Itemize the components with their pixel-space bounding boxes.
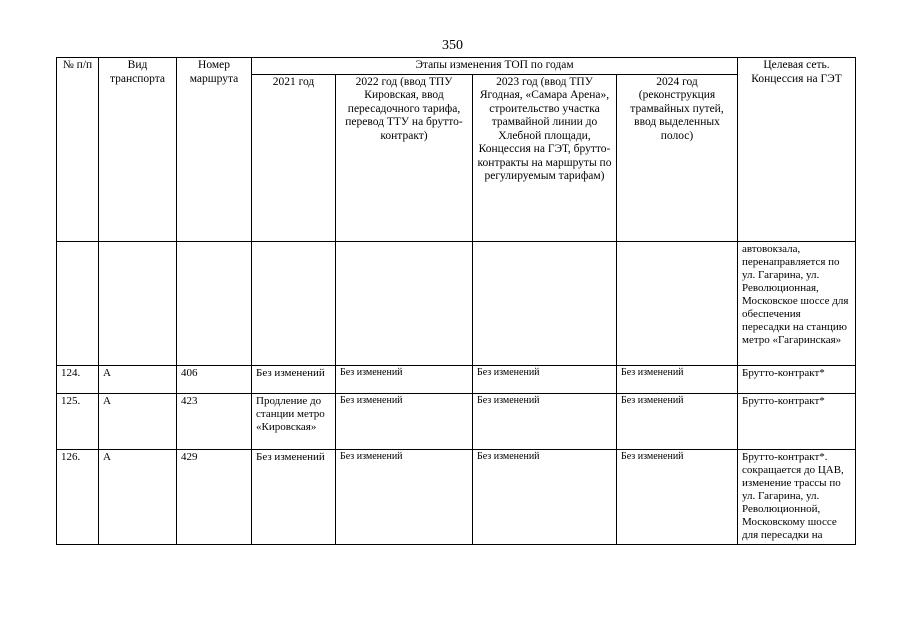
table-row: [57, 393, 856, 449]
cell-2022: Без изменений: [336, 365, 473, 393]
cell-route: 429: [177, 449, 252, 544]
cell-num: 125.: [57, 393, 99, 449]
cell-2022: Без изменений: [336, 393, 473, 449]
table-row: [57, 241, 856, 365]
cell-type: А: [99, 449, 177, 544]
header-stages: Этапы изменения ТОП по годам: [252, 58, 738, 75]
cell-2022: Без изменений: [336, 449, 473, 544]
cell-2023: Без изменений: [473, 393, 617, 449]
routes-table: [56, 57, 856, 545]
header-target-network: Целевая сеть. Концессия на ГЭТ: [738, 58, 856, 242]
cell-target: Брутто-контракт*: [738, 393, 856, 449]
cell-route: 423: [177, 393, 252, 449]
cell-route: [177, 241, 252, 365]
page-number: 350: [442, 38, 463, 53]
cell-2021: [252, 241, 336, 365]
cell-2022: [336, 241, 473, 365]
cell-2024: [617, 241, 738, 365]
cell-2023: Без изменений: [473, 365, 617, 393]
cell-2024: Без изменений: [617, 449, 738, 544]
cell-route: 406: [177, 365, 252, 393]
cell-2024: Без изменений: [617, 393, 738, 449]
header-transport-type: Вид транспорта: [99, 58, 177, 242]
cell-type: А: [99, 365, 177, 393]
cell-target: Брутто-контракт*. сокращается до ЦАВ, изменение трассы по ул. Гагарина, ул. Революционной, Московскому шоссе для пересадки на: [738, 449, 856, 544]
header-2021: 2021 год: [252, 74, 336, 241]
cell-2024: Без изменений: [617, 365, 738, 393]
cell-2023: Без изменений: [473, 449, 617, 544]
header-row-top: [57, 58, 856, 75]
header-2022: 2022 год (ввод ТПУ Кировская, ввод пересадочного тарифа, перевод ТТУ на брутто-контракт): [336, 74, 473, 241]
cell-2021: Без изменений: [252, 449, 336, 544]
cell-target: автовокзала, перенаправляется по ул. Гагарина, ул. Революционная, Московское шоссе для обеспечения пересадки на станцию метро «Гагаринская»: [738, 241, 856, 365]
cell-num: [57, 241, 99, 365]
header-2023: 2023 год (ввод ТПУ Ягодная, «Самара Арена», строительство участка трамвайной линии до Хлебной площади, Концессия на ГЭТ, брутто-контракты на маршруты по регулируемым тарифам): [473, 74, 617, 241]
cell-type: А: [99, 393, 177, 449]
header-num: № п/п: [57, 58, 99, 242]
table-row: [57, 365, 856, 393]
cell-target: Брутто-контракт*: [738, 365, 856, 393]
cell-num: 124.: [57, 365, 99, 393]
header-2024: 2024 год (реконструкция трамвайных путей, ввод выделенных полос): [617, 74, 738, 241]
cell-2023: [473, 241, 617, 365]
cell-2021: Продление до станции метро «Кировская»: [252, 393, 336, 449]
table-row: [57, 449, 856, 544]
cell-num: 126.: [57, 449, 99, 544]
cell-2021: Без изменений: [252, 365, 336, 393]
cell-type: [99, 241, 177, 365]
header-route-number: Номер маршрута: [177, 58, 252, 242]
